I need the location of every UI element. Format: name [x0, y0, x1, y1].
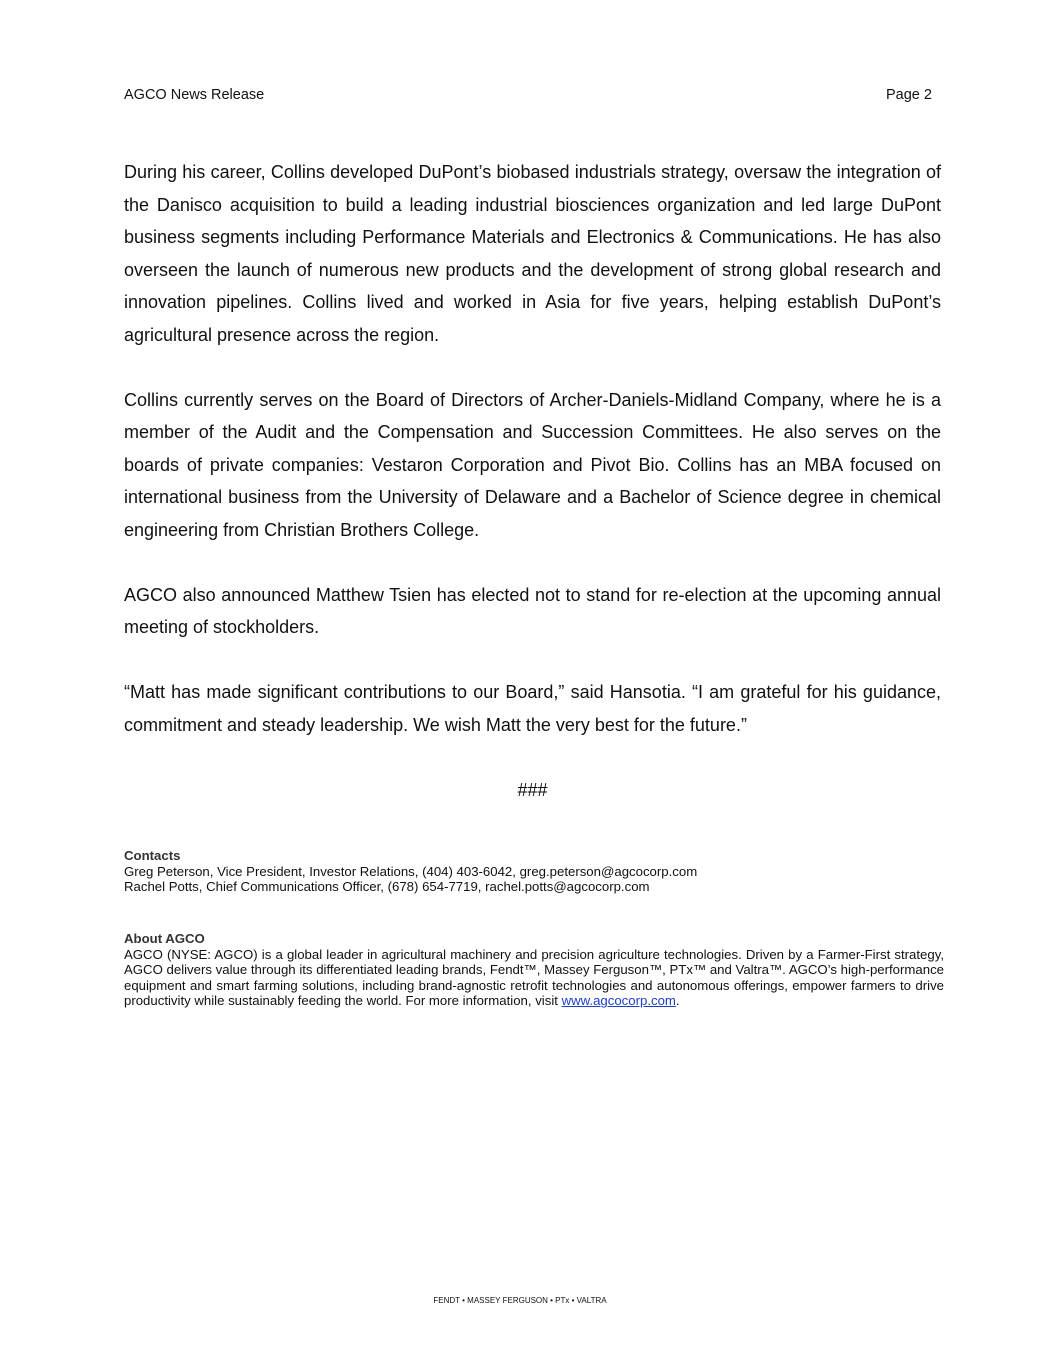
contact-line: Greg Peterson, Vice President, Investor Relations, (404) 403-6042, greg.peterson@agcocorp.com — [124, 863, 698, 879]
website-link[interactable]: www.agcocorp.com — [561, 993, 676, 1009]
about-body: AGCO (NYSE: AGCO) is a global leader in agricultural machinery and precision agriculture technologies. Driven by a Farmer-First strategy, AGCO delivers value through its differentiated leading brands, Fendt™, Massey Ferguson™, PTx™ and Valtra™. AGCO’s high-performance equipment and smart farming solutions, including brand-agnostic retrofit technologies and autonomous offerings, empower farmers to drive productivity while sustainably feeding the world. For more information, visit — [124, 946, 944, 1009]
about-title: About AGCO — [124, 931, 205, 946]
paragraph: “Matt has made significant contributions to our Board,” said Hansotia. “I am grateful for his guidance, commitment and steady leadership. We wish Matt the very best for the future.” — [124, 682, 941, 735]
header-title: AGCO News Release — [124, 87, 265, 103]
contacts-section — [124, 848, 944, 895]
paragraph: During his career, Collins developed DuPont’s biobased industrials strategy, oversaw the integration of the Danisco acquisition to build a leading industrial biosciences organization and led large DuPont business segments including Performance Materials and Electronics & Communications. He has also overseen the launch of numerous new products and the development of strong global research and innovation pipelines. Collins lived and worked in Asia for five years, helping establish DuPont’s agricultural presence across the region. — [124, 162, 941, 345]
brand-footer: FENDT • MASSEY FERGUSON • PTx • VALTRA — [433, 1296, 607, 1305]
about-text — [124, 947, 944, 1009]
end-mark: ### — [517, 779, 548, 800]
about-section — [124, 931, 944, 1009]
page-number: Page 2 — [886, 87, 932, 103]
body-text — [124, 156, 941, 839]
about-tail: . — [675, 993, 680, 1009]
contacts-title: Contacts — [124, 848, 181, 863]
contact-line: Rachel Potts, Chief Communications Officer, (678) 654-7719, rachel.potts@agcocorp.com — [124, 879, 650, 895]
paragraph: AGCO also announced Matthew Tsien has elected not to stand for re-election at the upcoming annual meeting of stockholders. — [124, 584, 941, 637]
paragraph: Collins currently serves on the Board of Directors of Archer-Daniels-Midland Company, where he is a member of the Audit and the Compensation and Succession Committees. He also serves on the boards of private companies: Vestaron Corporation and Pivot Bio. Collins has an MBA focused on international business from the University of Delaware and a Bachelor of Science degree in chemical engineering from Christian Brothers College. — [124, 389, 941, 540]
